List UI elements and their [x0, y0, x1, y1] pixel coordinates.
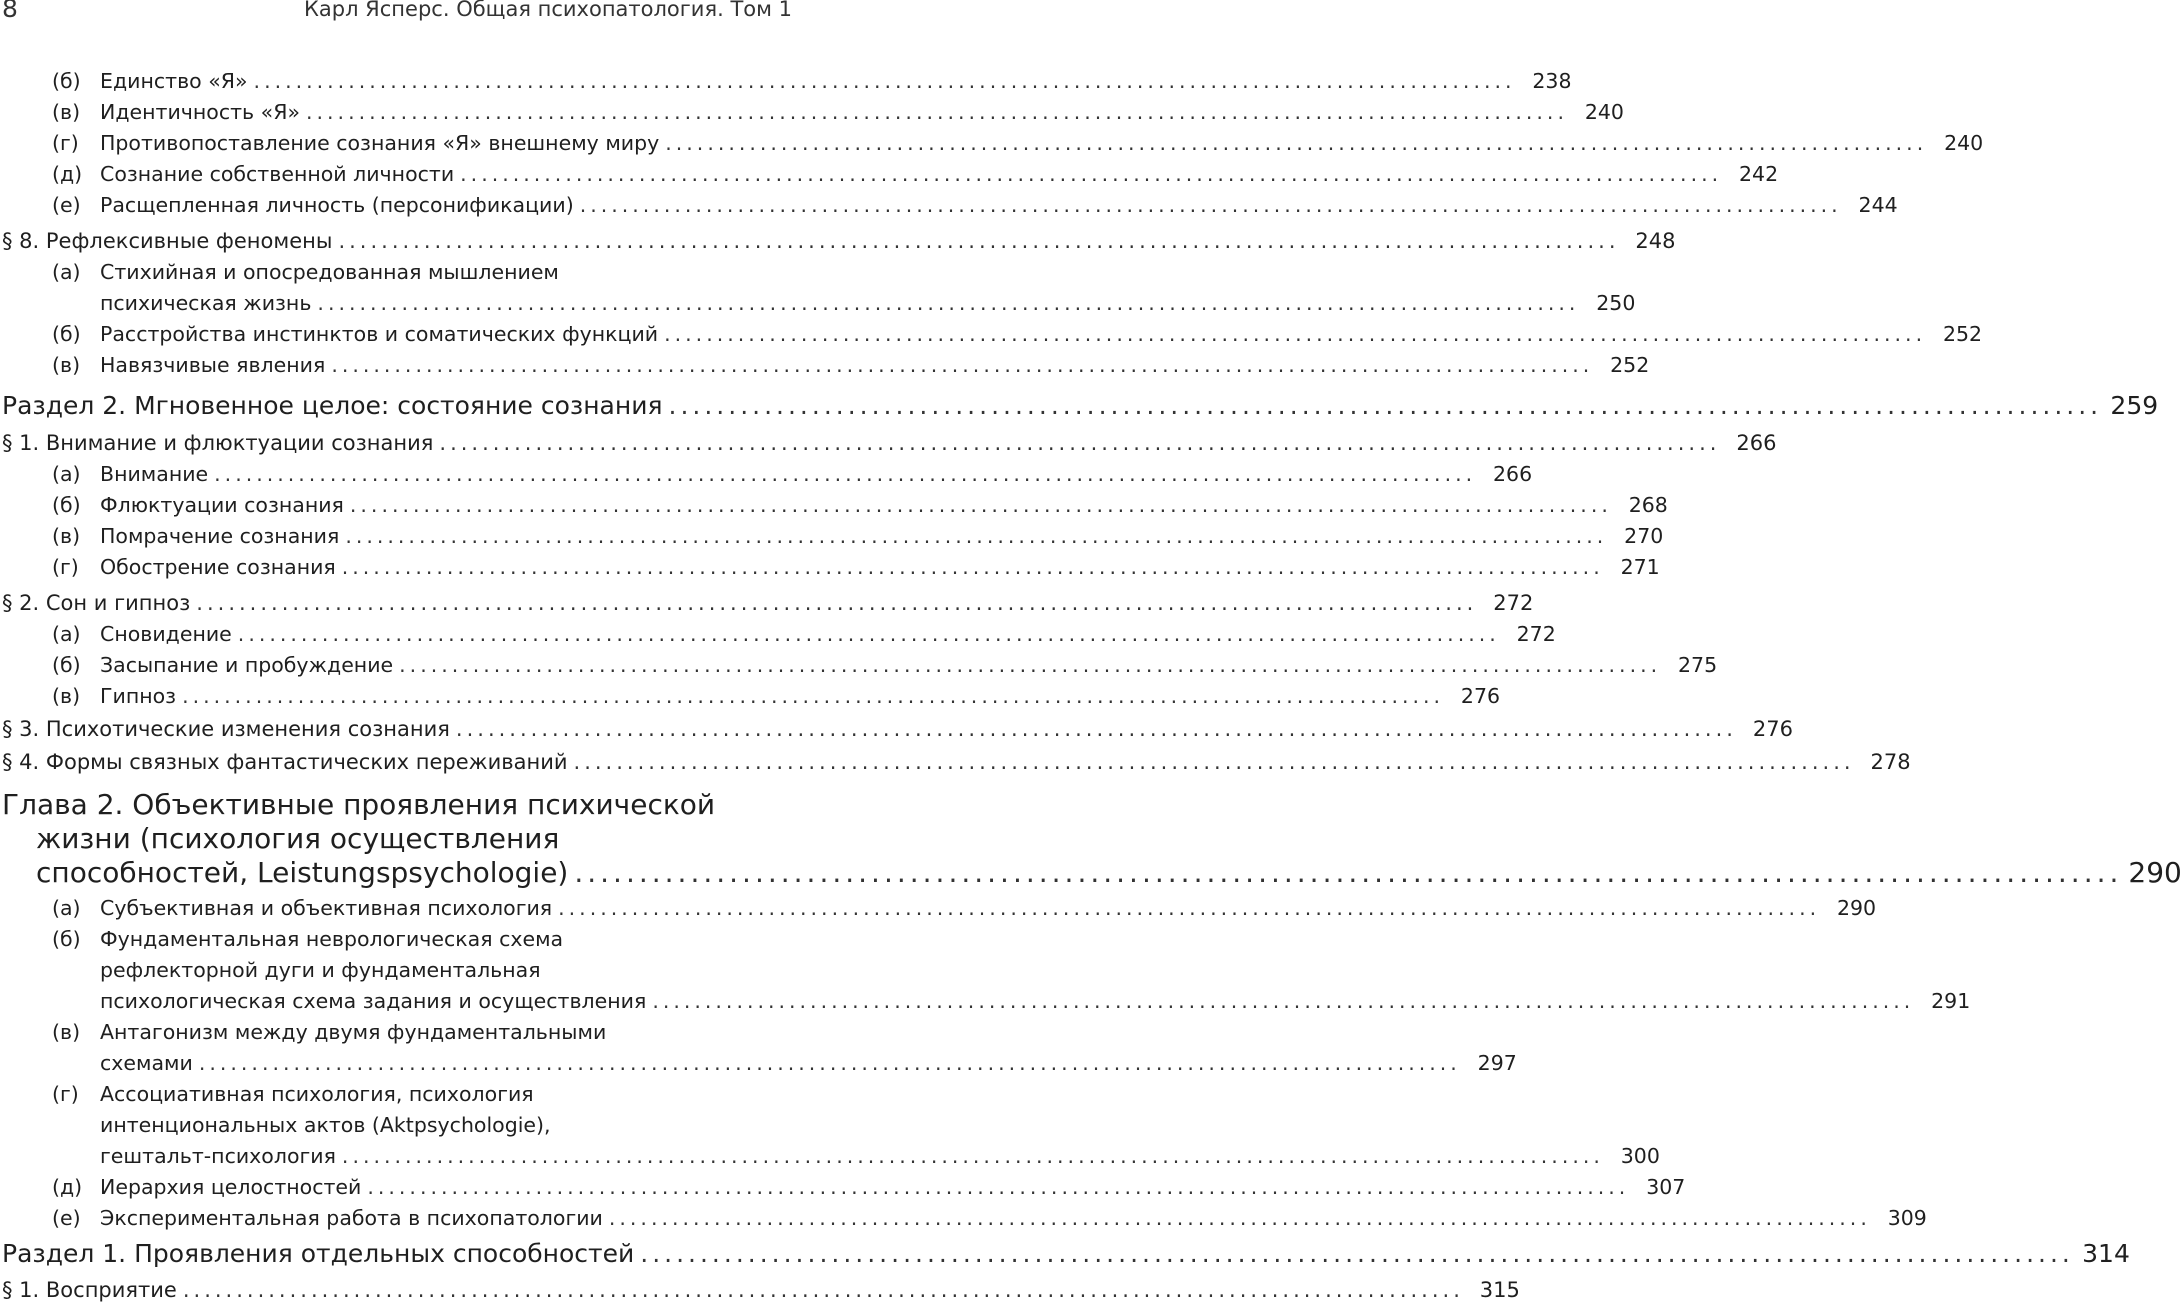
toc-entry-label: (б)	[52, 493, 81, 517]
toc-entry-label: (в)	[52, 100, 81, 124]
dot-leader: ........................................................................................................................	[253, 69, 1516, 93]
toc-entry-page: 252	[1942, 322, 1983, 346]
toc-entry-page: 291	[1931, 989, 1971, 1013]
toc-entry	[100, 350, 1650, 381]
toc-entry-text: Иерархия целостностей	[100, 1175, 362, 1199]
dot-leader: ........................................................................................................................	[439, 431, 1721, 455]
dot-leader: ........................................................................................................................	[338, 229, 1620, 253]
toc-entry-text: Стихийная и опосредованная мышлением	[100, 260, 559, 284]
toc-entry-text: Помрачение сознания	[100, 524, 340, 548]
toc-entry-text: Ассоциативная психология, психология	[100, 1082, 534, 1106]
dot-leader: ........................................................................................................................	[349, 493, 1612, 517]
toc-entry-label: (г)	[52, 555, 79, 579]
toc-entry-page: 276	[1752, 717, 1793, 741]
toc-entry-text: Навязчивые явления	[100, 353, 326, 377]
toc-entry-text: психическая жизнь	[100, 291, 312, 315]
toc-entry-page: 242	[1738, 162, 1779, 186]
dot-leader: ........................................................................................................................	[237, 622, 1500, 646]
dot-leader: ........................................................................................................................	[306, 100, 1568, 124]
toc-entry	[2, 1275, 1520, 1306]
dot-leader: ........................................................................................................................	[665, 131, 1928, 155]
dot-leader: ........................................................................................................................	[182, 1278, 1464, 1302]
toc-entry	[2, 390, 2159, 421]
toc-entry-text: Антагонизм между двумя фундаментальными	[100, 1020, 607, 1044]
toc-entry-page: 314	[2082, 1239, 2130, 1268]
toc-entry-page: 276	[1460, 684, 1501, 708]
toc-entry-label: (в)	[52, 353, 81, 377]
toc-entry-label: (а)	[52, 896, 81, 920]
page-number: 8	[2, 0, 18, 23]
toc-entry-page: 315	[1479, 1278, 1520, 1302]
toc-entry-text: § 1. Внимание и флюктуации сознания	[2, 431, 434, 455]
toc-entry-text: Экспериментальная работа в психопатологии	[100, 1206, 603, 1230]
toc-entry-label: (в)	[52, 684, 81, 708]
toc-entry	[100, 97, 1624, 128]
toc-entry	[2, 588, 1534, 619]
toc-entry	[100, 190, 1898, 221]
toc-entry-page: 300	[1620, 1144, 1660, 1168]
toc-entry-text: жизни (психология осуществления	[36, 822, 560, 855]
toc-entry-text: § 1. Восприятие	[2, 1278, 177, 1302]
toc-entry-text: Сновидение	[100, 622, 232, 646]
toc-entry-text: Обострение сознания	[100, 555, 336, 579]
toc-entry-label: (е)	[52, 193, 81, 217]
running-title: Карл Ясперс. Общая психопатология. Том 1	[303, 0, 792, 21]
dot-leader: ........................................................................................................................	[608, 1206, 1871, 1230]
toc-entry-page: 248	[1635, 229, 1676, 253]
toc-entry	[100, 319, 1983, 350]
toc-entry	[100, 650, 1718, 681]
dot-leader: ........................................................................................................................	[460, 162, 1723, 186]
dot-leader: ........................................................................................................................	[574, 856, 2123, 889]
dot-leader: ........................................................................................................................	[558, 896, 1821, 920]
toc-entry-label: (а)	[52, 260, 81, 284]
toc-entry	[100, 893, 1877, 924]
toc-entry-label: (в)	[52, 1020, 81, 1044]
toc-entry	[100, 521, 1664, 552]
toc-entry-label: (д)	[52, 162, 83, 186]
toc-entry-label: (д)	[52, 1175, 83, 1199]
toc-entry-page: 278	[1870, 750, 1911, 774]
toc-entry-text: Глава 2. Объективные проявления психической	[2, 788, 716, 821]
toc-entry	[100, 681, 1501, 712]
toc-entry	[36, 856, 2182, 890]
toc-entry-label: (а)	[52, 462, 81, 486]
toc-entry-page: 290	[1836, 896, 1877, 920]
toc-entry	[2, 1238, 2130, 1269]
toc-entry-page: 266	[1736, 431, 1777, 455]
toc-entry-label: (в)	[52, 524, 81, 548]
dot-leader: ........................................................................................................................	[341, 1144, 1604, 1168]
toc-entry-text: Расстройства инстинктов и соматических функций	[100, 322, 659, 346]
toc-entry-page: 307	[1646, 1175, 1686, 1199]
toc-entry-text: Субъективная и объективная психология	[100, 896, 553, 920]
toc-entry-page: 240	[1944, 131, 1984, 155]
toc-entry-label: (а)	[52, 622, 81, 646]
toc-entry-page: 270	[1624, 524, 1664, 548]
toc-entry-text: Расщепленная личность (персонификации)	[100, 193, 574, 217]
toc-entry	[100, 490, 1668, 521]
dot-leader: ........................................................................................................................	[573, 750, 1855, 774]
toc-entry-text: Фундаментальная неврологическая схема	[100, 927, 564, 951]
dot-leader: ........................................................................................................................	[455, 717, 1737, 741]
toc-entry-label: (б)	[52, 322, 81, 346]
toc-entry-page: 272	[1516, 622, 1556, 646]
toc-entry	[100, 1172, 1686, 1203]
toc-entry-page: 275	[1677, 653, 1718, 677]
toc-entry	[2, 714, 1793, 745]
toc-entry-text: Внимание	[100, 462, 209, 486]
toc-entry	[100, 128, 1984, 159]
toc-entry-text: Флюктуации сознания	[100, 493, 344, 517]
toc-entry-text: схемами	[100, 1051, 193, 1075]
toc-entry	[100, 288, 1636, 319]
dot-leader: ........................................................................................................................	[640, 1239, 2074, 1268]
toc-entry-page: 252	[1610, 353, 1650, 377]
dot-leader: ........................................................................................................................	[317, 291, 1580, 315]
dot-leader: ........................................................................................................................	[198, 1051, 1461, 1075]
toc-entry-text: Противопоставление сознания «Я» внешнему миру	[100, 131, 660, 155]
dot-leader: ........................................................................................................................	[664, 322, 1927, 346]
toc-entry	[100, 1203, 1927, 1234]
dot-leader: ........................................................................................................................	[182, 684, 1445, 708]
dot-leader: ........................................................................................................................	[399, 653, 1662, 677]
toc-entry-text: § 4. Формы связных фантастических переживаний	[2, 750, 568, 774]
toc-entry-page: 268	[1628, 493, 1668, 517]
toc-entry	[100, 1141, 1660, 1172]
toc-entry-text: психологическая схема задания и осуществления	[100, 989, 647, 1013]
toc-entry-text: Гипноз	[100, 684, 177, 708]
toc-entry-text: § 8. Рефлексивные феномены	[2, 229, 333, 253]
running-header	[0, 0, 796, 40]
toc-entry-page: 297	[1477, 1051, 1517, 1075]
dot-leader: ........................................................................................................................	[331, 353, 1594, 377]
toc-entry	[100, 66, 1572, 97]
toc-entry	[100, 986, 1971, 1017]
dot-leader: ........................................................................................................................	[196, 591, 1478, 615]
toc-entry	[100, 159, 1779, 190]
toc-entry-page: 240	[1584, 100, 1624, 124]
toc-entry-text: рефлекторной дуги и фундаментальная	[100, 958, 541, 982]
toc-entry-text: интенциональных актов (Aktpsychologie),	[100, 1113, 551, 1137]
toc-entry-text: Раздел 1. Проявления отдельных способностей	[2, 1239, 635, 1268]
dot-leader: ........................................................................................................................	[652, 989, 1915, 1013]
dot-leader: ........................................................................................................................	[345, 524, 1608, 548]
toc-entry-label: (б)	[52, 653, 81, 677]
toc-entry-text: гештальт-психология	[100, 1144, 336, 1168]
toc-entry-label: (б)	[52, 69, 81, 93]
dot-leader: ........................................................................................................................	[341, 555, 1604, 579]
toc-entry-page: 250	[1596, 291, 1636, 315]
toc-entry-text: Засыпание и пробуждение	[100, 653, 394, 677]
toc-entry	[2, 226, 1676, 257]
toc-entry-page: 238	[1532, 69, 1572, 93]
toc-entry-page: 272	[1493, 591, 1534, 615]
toc-entry-page: 271	[1620, 555, 1660, 579]
toc-entry-page: 259	[2110, 391, 2159, 420]
toc-entry	[100, 552, 1660, 583]
toc-entry-label: (б)	[52, 927, 81, 951]
dot-leader: ........................................................................................................................	[579, 193, 1842, 217]
toc-entry	[100, 1048, 1517, 1079]
dot-leader: ........................................................................................................................	[367, 1175, 1630, 1199]
toc-entry	[100, 459, 1533, 490]
toc-entry-text: Сознание собственной личности	[100, 162, 455, 186]
toc-entry	[2, 428, 1777, 459]
toc-entry-text: Идентичность «Я»	[100, 100, 300, 124]
toc-entry	[2, 747, 1911, 778]
dot-leader: ........................................................................................................................	[668, 391, 2103, 420]
toc-entry-page: 309	[1887, 1206, 1927, 1230]
dot-leader: ........................................................................................................................	[214, 462, 1477, 486]
toc-entry-text: § 2. Сон и гипноз	[2, 591, 191, 615]
toc-entry-text: способностей, Leistungspsychologie)	[36, 856, 569, 889]
toc-entry-page: 266	[1492, 462, 1533, 486]
toc-entry-label: (г)	[52, 131, 79, 155]
toc-entry-label: (е)	[52, 1206, 81, 1230]
toc-entry-text: Единство «Я»	[100, 69, 248, 93]
toc-entry-text: Раздел 2. Мгновенное целое: состояние сознания	[2, 391, 663, 420]
toc-entry	[100, 619, 1556, 650]
toc-entry-label: (г)	[52, 1082, 79, 1106]
toc-entry-page: 290	[2128, 856, 2182, 889]
toc-entry-text: § 3. Психотические изменения сознания	[2, 717, 450, 741]
toc-entry-page: 244	[1858, 193, 1898, 217]
